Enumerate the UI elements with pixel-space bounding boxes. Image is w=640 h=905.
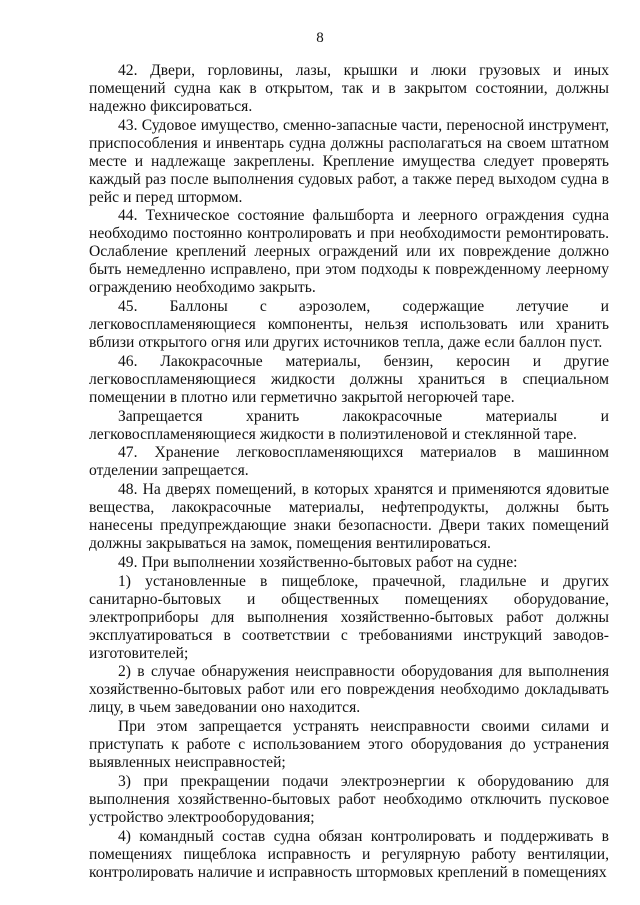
paragraph-49-item-4: 4) командный состав судна обязан контролировать и поддерживать в помещениях пищеблока исправность и регулярную работу вентиляции, контролировать наличие и исправность штормовых креплений в помещениях [89,827,609,881]
paragraph-43: 43. Судовое имущество, сменно-запасные части, переносной инструмент, приспособления и инвентарь судна должны располагаться на своем штатном месте и надлежаще закреплены. Крепление имущества следует проверять каждый раз после выполнения судовых работ, а также перед выходом судна в рейс и перед штормом. [89,116,609,206]
paragraph-49-item-2-prohibition: При этом запрещается устранять неисправности своими силами и приступать к работе с использованием этого оборудования до устранения выявленных неисправностей; [89,718,609,772]
document-body [89,62,609,882]
paragraph-45: 45. Баллоны с аэрозолем, содержащие летучие и легковоспламеняющиеся компоненты, нельзя использовать или хранить вблизи открытого огня или других источников тепла, даже если баллон пуст. [89,298,609,351]
paragraph-49-item-3: 3) при прекращении подачи электроэнергии к оборудованию для выполнения хозяйственно-бытовых работ необходимо отключить пусковое устройство электрооборудования; [89,772,609,826]
paragraph-47: 47. Хранение легковоспламеняющихся материалов в машинном отделении запрещается. [89,444,609,480]
paragraph-44: 44. Техническое состояние фальшборта и леерного ограждения судна необходимо постоянно контролировать и при необходимости ремонтировать. Ослабление креплений леерных ограждений или их повреждение должно быть немедленно исправлено, при этом подходы к поврежденному леерному ограждению необходимо закрыть. [89,207,609,297]
paragraph-46: 46. Лакокрасочные материалы, бензин, керосин и другие легковоспламеняющиеся жидкости должны храниться в специальном помещении в плотно или герметично закрытой негорючей таре. [89,352,609,406]
paragraph-49-item-2: 2) в случае обнаружения неисправности оборудования для выполнения хозяйственно-бытовых работ или его повреждения необходимо докладывать лицу, в чьем заведовании оно находится. [89,663,609,717]
paragraph-46-prohibition: Запрещается хранить лакокрасочные материалы и легковоспламеняющиеся жидкости в полиэтиленовой и стеклянной таре. [89,407,609,443]
paragraph-49-item-1: 1) установленные в пищеблоке, прачечной, гладильне и других санитарно-бытовых и общественных помещениях оборудование, электроприборы для выполнения хозяйственно-бытовых работ должны эксплуатироваться в соответствии с требованиями инструкций заводов-изготовителей; [89,572,609,662]
paragraph-48: 48. На дверях помещений, в которых хранятся и применяются ядовитые вещества, лакокрасочные материалы, нефтепродукты, должны быть нанесены предупреждающие знаки безопасности. Двери таких помещений должны закрываться на замок, помещения вентилироваться. [89,481,609,553]
page-number: 8 [316,30,324,46]
paragraph-42: 42. Двери, горловины, лазы, крышки и люки грузовых и иных помещений судна как в открытом, так и в закрытом состоянии, должны надежно фиксироваться. [89,62,609,115]
paragraph-49: 49. При выполнении хозяйственно-бытовых работ на судне: [118,553,518,571]
